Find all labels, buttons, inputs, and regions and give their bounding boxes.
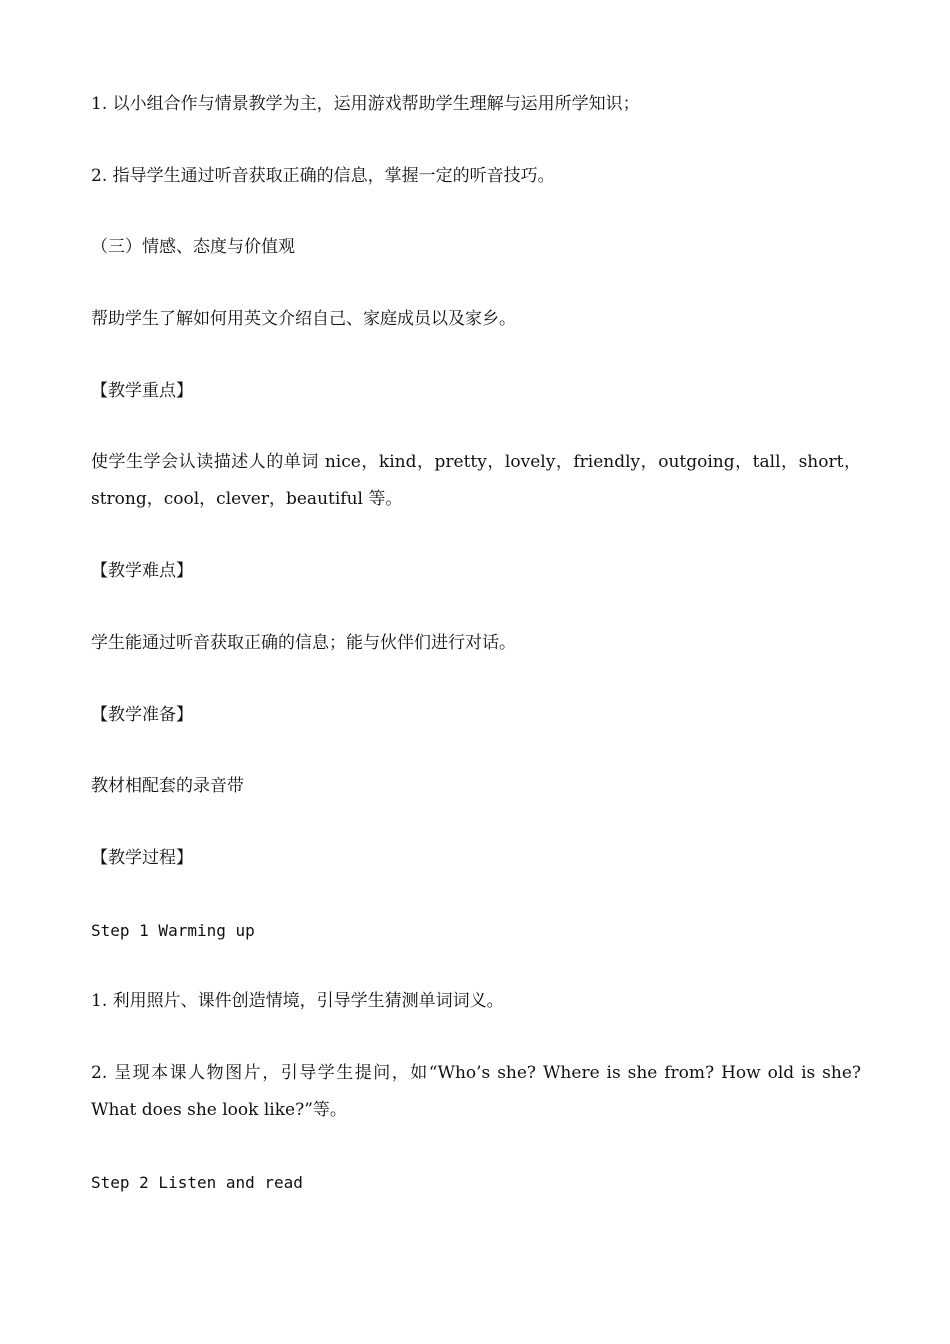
teaching-focus-text: 使学生学会认读描述人的单词 nice，kind，pretty，lovely，friendly，outgoing，tall，short，strong，cool，clever，beautiful 等。	[91, 452, 861, 509]
emotion-objective: 帮助学生了解如何用英文介绍自己、家庭成员以及家乡。	[91, 309, 516, 329]
step-1-heading: Step 1 Warming up	[91, 921, 255, 940]
step-1-item-2: 2. 呈现本课人物图片，引导学生提问，如“Who’s she? Where is she from? How old is she? What does she look like?”等。	[91, 1063, 861, 1120]
heading-teaching-process: 【教学过程】	[91, 848, 193, 868]
teaching-difficulty-text: 学生能通过听音获取正确的信息；能与伙伴们进行对话。	[91, 633, 516, 653]
objective-item-1: 1. 以小组合作与情景教学为主，运用游戏帮助学生理解与运用所学知识；	[91, 94, 640, 114]
teaching-preparation-text: 教材相配套的录音带	[91, 776, 244, 796]
heading-teaching-difficulty: 【教学难点】	[91, 561, 193, 581]
objective-item-2: 2. 指导学生通过听音获取正确的信息，掌握一定的听音技巧。	[91, 166, 555, 186]
step-1-item-1: 1. 利用照片、课件创造情境，引导学生猜测单词词义。	[91, 991, 504, 1011]
step-2-heading: Step 2 Listen and read	[91, 1173, 303, 1192]
section-heading-emotion-attitude-values: （三）情感、态度与价值观	[91, 237, 295, 257]
heading-teaching-preparation: 【教学准备】	[91, 705, 193, 725]
heading-teaching-focus: 【教学重点】	[91, 381, 193, 401]
